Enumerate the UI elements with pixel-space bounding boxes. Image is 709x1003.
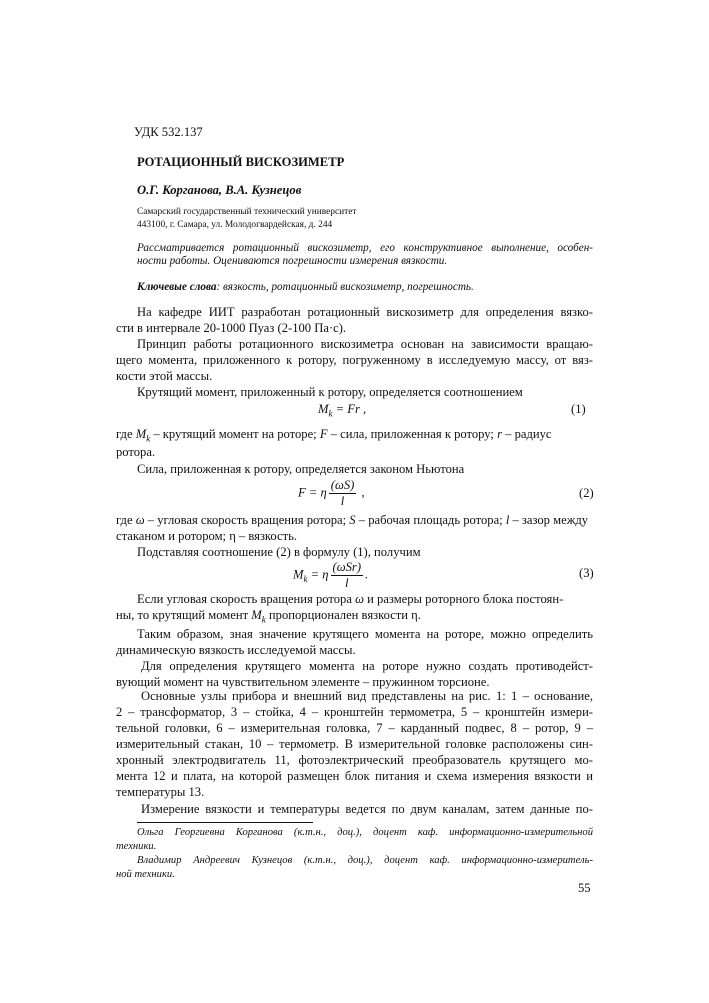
p12-line-1: Измерение вязкости и температуры ведется по двум каналам, затем данные по-: [141, 802, 593, 816]
equation-1-number: (1): [571, 402, 586, 416]
abstract-line-2: ности работы. Оцениваются погрешности измерения вязкости.: [137, 255, 448, 267]
keywords-label: Ключевые слова: [137, 281, 217, 293]
p8-line-2: ны, то крутящий момент $M_k$ пропорционален вязкости η.: [116, 608, 421, 625]
equation-1: $M_k = Fr$ ,: [318, 402, 367, 419]
p11-line-1: Основные узлы прибора и внешний вид представлены на рис. 1: 1 – основание,: [141, 689, 593, 703]
authors: О.Г. Корганова, В.А. Кузнецов: [137, 183, 302, 197]
p2-line-2: щего момента, приложенного к ротору, погруженному в исследуемую массу, от вяз-: [116, 353, 593, 367]
equation-3-number: (3): [579, 566, 594, 580]
p11-line-4: измерительный стакан, 10 – термометр. В измерительной головке расположены син-: [116, 737, 593, 751]
p8-line-1: Если угловая скорость вращения ротора ω и размеры роторного блока постоян-: [137, 592, 564, 606]
p11-line-3: тельной головки, 6 – измерительная головка, 7 – карданный подвес, 8 – ротор, 9 –: [116, 721, 593, 735]
keywords-text: : вязкость, ротационный вискозиметр, погрешность.: [216, 281, 474, 293]
abstract-line-1: Рассматривается ротационный вискозиметр, его конструктивное выполнение, особен-: [137, 242, 593, 254]
footnote-separator: [137, 822, 313, 823]
p10-line-2: вующий момент на чувствительном элементе – пружинном торсионе.: [116, 675, 490, 689]
p11-line-7: температуры 13.: [116, 785, 205, 799]
p9-line-1: Таким образом, зная значение крутящего момента на роторе, можно определить: [137, 627, 593, 641]
p11-line-5: хронный электродвигатель 11, фотоэлектрический преобразователь крутящего мо-: [116, 753, 593, 767]
p3-line: Крутящий момент, приложенный к ротору, определяется соотношением: [137, 385, 523, 399]
p1-line-1: На кафедре ИИТ разработан ротационный вискозиметр для определения вязко-: [137, 305, 593, 319]
p5-line: Сила, приложенная к ротору, определяется законом Ньютона: [137, 462, 465, 476]
footnote-2-line-1: Владимир Андреевич Кузнецов (к.т.н., доц.), доцент каф. информационно-измеритель-: [137, 855, 593, 866]
p4-line-2: ротора.: [116, 445, 156, 459]
p10-line-1: Для определения крутящего момента на роторе нужно создать противодейст-: [141, 659, 593, 673]
p6-line-2: стаканом и ротором; η – вязкость.: [116, 529, 297, 543]
equation-3: $M_k = \eta$ $\frac{\text{(ωSr)}}{l}$ .: [293, 560, 369, 590]
footnote-1-line-1: Ольга Георгиевна Корганова (к.т.н., доц.), доцент каф. информационно-измерительной: [137, 827, 593, 838]
footnote-2-line-2: ной техники.: [116, 869, 175, 880]
p9-line-2: динамическую вязкость исследуемой массы.: [116, 643, 356, 657]
p2-line-3: кости этой массы.: [116, 369, 213, 383]
p4-line-1: где $M_k$ – крутящий момент на роторе; F – сила, приложенная к ротору; r – радиус: [116, 427, 552, 444]
udk-code: УДК 532.137: [134, 125, 203, 139]
equation-2-number: (2): [579, 486, 594, 500]
p2-line-1: Принцип работы ротационного вискозиметра основан на зависимости вращаю-: [137, 337, 593, 351]
affiliation-line-2: 443100, г. Самара, ул. Молодогвардейская, д. 244: [137, 220, 333, 230]
paper-title: РОТАЦИОННЫЙ ВИСКОЗИМЕТР: [137, 155, 345, 169]
footnote-1-line-2: техники.: [116, 841, 157, 852]
p1-line-2: сти в интервале 20-1000 Пуаз (2-100 Па·с).: [116, 321, 347, 335]
equation-2: F = η $\frac{(\omega S)}{l}$ ,: [298, 478, 365, 508]
p7-line: Подставляя соотношение (2) в формулу (1), получим: [137, 545, 421, 559]
p6-line-1: где ω – угловая скорость вращения ротора; S – рабочая площадь ротора; l – зазор между: [116, 513, 589, 527]
p11-line-2: 2 – трансформатор, 3 – стойка, 4 – кронштейн термометра, 5 – кронштейн измери-: [116, 705, 593, 719]
page-number: 55: [578, 881, 591, 895]
affiliation-line-1: Самарский государственный технический университет: [137, 207, 357, 217]
p11-line-6: мента 12 и плата, на которой размещен блок питания и схема измерения вязкости и: [116, 769, 593, 783]
keywords: [137, 279, 474, 295]
